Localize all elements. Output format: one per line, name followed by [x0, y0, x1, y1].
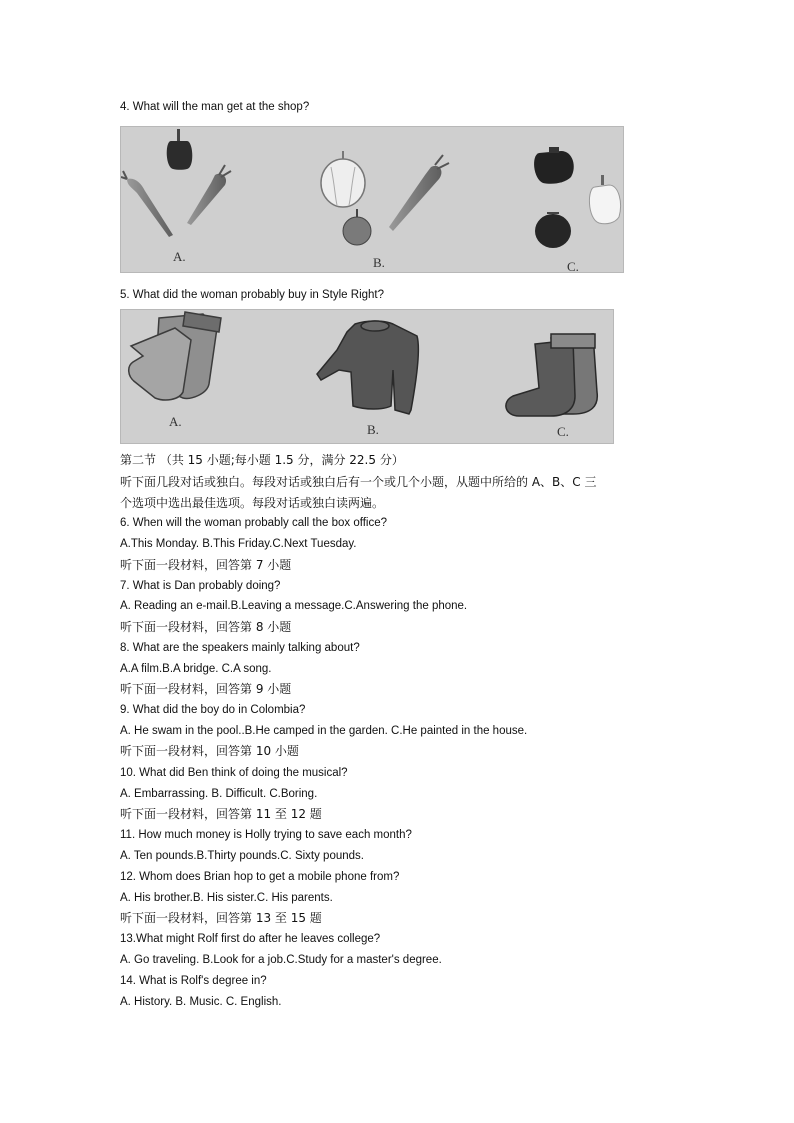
question-8-text: 8. What are the speakers mainly talking about? [120, 642, 360, 654]
question-11-options: A. Ten pounds.B.Thirty pounds.C. Sixty pounds. [120, 850, 364, 862]
carrot-icon [121, 171, 173, 237]
pepper-icon [167, 129, 193, 170]
question-5-image [120, 309, 614, 444]
gloves-icon [129, 312, 221, 400]
question-11-text: 11. How much money is Holly trying to save each month? [120, 829, 412, 841]
question-4-text: 4. What will the man get at the shop? [120, 101, 310, 113]
section-2-instruction-2: 个选项中选出最佳选项。每段对话或独白读两遍。 [120, 496, 385, 510]
question-9-text: 9. What did the boy do in Colombia? [120, 704, 306, 716]
option-b-label: B. [373, 255, 385, 270]
tomato-icon [535, 213, 571, 248]
question-9-options: A. He swam in the pool..B.He camped in the garden. C.He painted in the house. [120, 725, 528, 737]
question-12-text: 12. Whom does Brian hop to get a mobile phone from? [120, 871, 400, 883]
onion-icon [343, 209, 371, 245]
option-c-label: C. [567, 259, 579, 273]
listening-instruction-8: 听下面一段材料，回答第 8 小题 [120, 620, 292, 634]
listening-instruction-9: 听下面一段材料，回答第 9 小题 [120, 682, 292, 696]
question-10-options: A. Embarrassing. B. Difficult. C.Boring. [120, 788, 318, 800]
question-8-options: A.A film.B.A bridge. C.A song. [120, 663, 272, 675]
carrot-icon [187, 165, 231, 225]
question-10-text: 10. What did Ben think of doing the musical? [120, 767, 348, 779]
option-c-label: C. [557, 424, 569, 439]
question-12-options: A. His brother.B. His sister.C. His parents. [120, 892, 333, 904]
question-14-options: A. History. B. Music. C. English. [120, 996, 282, 1008]
question-6-options: A.This Monday. B.This Friday.C.Next Tuesday. [120, 538, 357, 550]
pepper-icon [589, 175, 620, 224]
question-4-image [120, 126, 624, 273]
carrot-icon [389, 155, 449, 231]
section-2-heading: 第二节 （共 15 小题;每小题 1.5 分，满分 22.5 分） [120, 453, 404, 467]
question-14-text: 14. What is Rolf's degree in? [120, 975, 267, 987]
section-2-instruction-1: 听下面几段对话或独白。每段对话或独白后有一个或几个小题，从题中所给的 A、B、C 三 [120, 475, 597, 489]
listening-instruction-11-12: 听下面一段材料，回答第 11 至 12 题 [120, 807, 322, 821]
question-13-options: A. Go traveling. B.Look for a job.C.Study for a master's degree. [120, 954, 442, 966]
question-5-text: 5. What did the woman probably buy in Style Right? [120, 289, 385, 301]
option-b-label: B. [367, 422, 379, 437]
sweater-icon [317, 321, 418, 414]
question-13-text: 13.What might Rolf first do after he leaves college? [120, 933, 381, 945]
listening-instruction-13-15: 听下面一段材料，回答第 13 至 15 题 [120, 911, 322, 925]
pepper-icon [534, 147, 574, 184]
option-a-label: A. [173, 249, 186, 264]
option-a-label: A. [169, 414, 182, 429]
onion-icon [321, 151, 365, 207]
socks-icon [506, 334, 597, 416]
listening-instruction-7: 听下面一段材料，回答第 7 小题 [120, 558, 292, 572]
listening-instruction-10: 听下面一段材料，回答第 10 小题 [120, 744, 299, 758]
question-6-text: 6. When will the woman probably call the box office? [120, 517, 387, 529]
question-7-options: A. Reading an e-mail.B.Leaving a message.C.Answering the phone. [120, 600, 468, 612]
question-7-text: 7. What is Dan probably doing? [120, 580, 281, 592]
